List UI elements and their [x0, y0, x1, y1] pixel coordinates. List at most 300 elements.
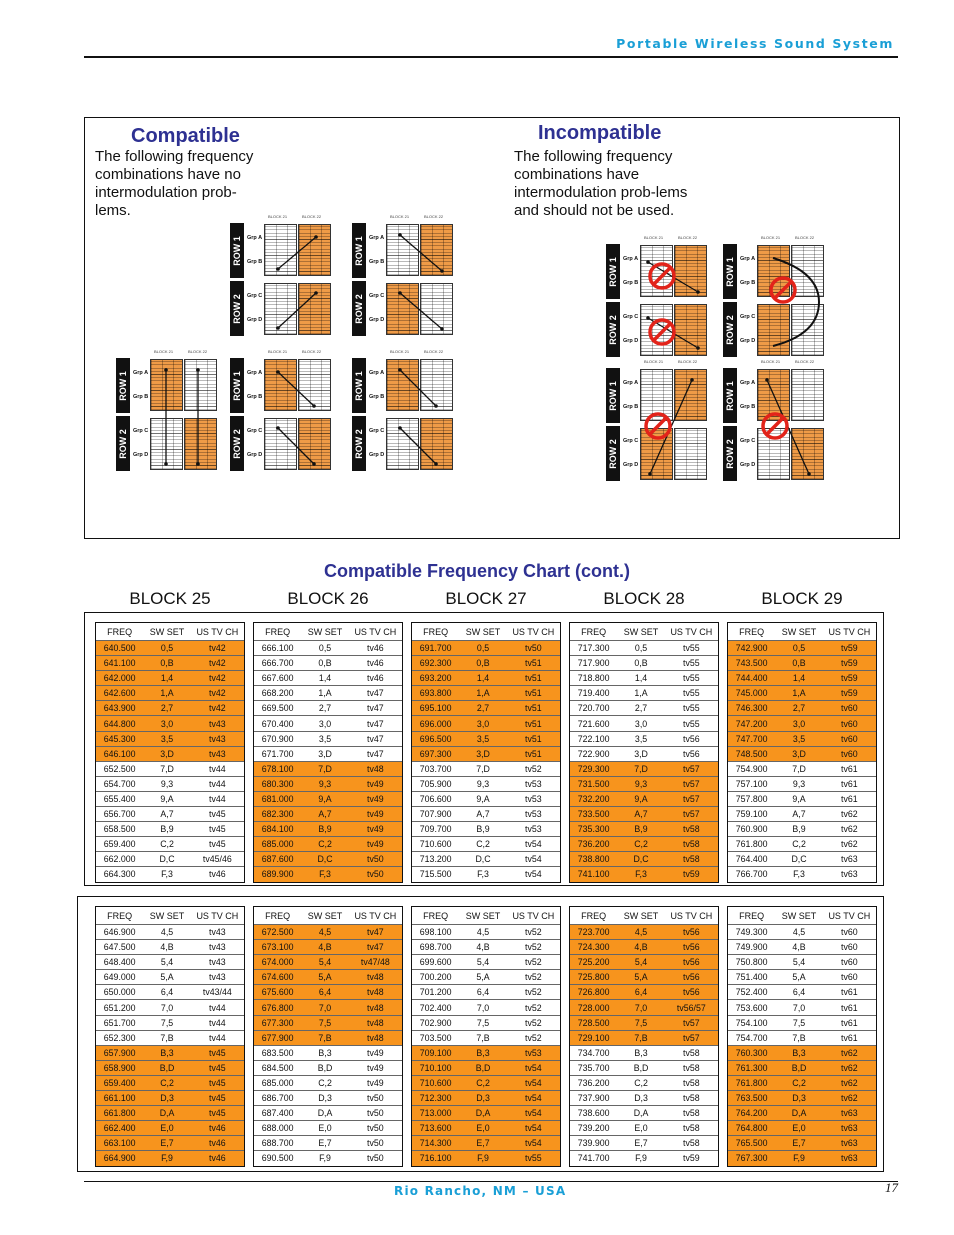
tv-channel-cell: tv59: [841, 658, 858, 669]
tv-channel-cell: tv60: [841, 942, 858, 953]
group-b-label: Grp B: [740, 280, 756, 286]
connection-lines: [606, 366, 708, 482]
table-row: [728, 836, 876, 851]
table-row: [728, 1120, 876, 1135]
tv-channel-cell: tv59: [841, 688, 858, 699]
group-d-label: Grp D: [623, 338, 639, 344]
switch-setting-cell: 2,7: [634, 703, 648, 714]
table-row: [96, 851, 244, 866]
switch-setting-cell: B,3: [634, 1047, 648, 1058]
tv-channel-cell: tv46: [209, 1138, 226, 1149]
tv-channel-cell: tv42: [209, 703, 226, 714]
frequency-table-bottom: [95, 906, 245, 1167]
row-1-label: ROW 1: [354, 235, 364, 266]
switch-setting-cell: 4,5: [476, 927, 490, 938]
switch-setting-cell: 9,A: [476, 793, 490, 804]
switch-setting-cell: 4,B: [792, 942, 806, 953]
tv-channel-cell: tv44: [209, 793, 226, 804]
switch-setting-cell: E,0: [318, 1123, 332, 1134]
frequency-cell: 737.900: [577, 1093, 610, 1104]
tv-channel-cell: tv53: [525, 824, 542, 835]
tv-channel-cell: tv57: [683, 763, 700, 774]
frequency-cell: 765.500: [735, 1138, 768, 1149]
tv-channel-cell: tv44: [209, 1017, 226, 1028]
switch-setting-cell: B,3: [160, 1047, 174, 1058]
tv-channel-cell: tv60: [841, 927, 858, 938]
table-header: [96, 623, 244, 640]
tv-channel-cell: tv49: [367, 809, 384, 820]
frequency-cell: 655.400: [103, 793, 136, 804]
frequency-cell: 754.100: [735, 1017, 768, 1028]
table-row: [570, 640, 718, 655]
frequency-cell: 741.700: [577, 1153, 610, 1164]
group-a-label: Grp A: [247, 370, 263, 376]
frequency-cell: 726.800: [577, 987, 610, 998]
switch-setting-cell: 1,4: [634, 673, 648, 684]
table-row: [412, 954, 560, 969]
switch-setting-cell: 2,7: [476, 703, 490, 714]
table-row: [412, 761, 560, 776]
table-row: [728, 655, 876, 670]
tv-channel-cell: tv49: [367, 1047, 384, 1058]
table-row: [412, 1090, 560, 1105]
switch-setting-cell: 2,7: [160, 703, 174, 714]
block-a-label: BLOCK 21: [154, 349, 174, 354]
switch-setting-cell: A,7: [792, 809, 806, 820]
switch-setting-cell: 7,5: [476, 1017, 490, 1028]
freq-column-header: FREQ: [265, 910, 291, 921]
switch-setting-cell: E,0: [792, 1123, 806, 1134]
switch-setting-cell: 9,A: [634, 793, 648, 804]
block-b-label: BLOCK 22: [795, 235, 815, 240]
tv-channel-cell: tv61: [841, 1002, 858, 1013]
table-row: [96, 1105, 244, 1120]
tv-channel-cell: tv52: [525, 1017, 542, 1028]
frequency-cell: 645.300: [103, 733, 136, 744]
frequency-cell: 674.600: [261, 972, 294, 983]
frequency-cell: 728.500: [577, 1017, 610, 1028]
switch-setting-cell: 0,5: [160, 643, 174, 654]
tv-channel-cell: tv48: [367, 1002, 384, 1013]
tv-channel-cell: tv45: [209, 1093, 226, 1104]
table-row: [412, 1015, 560, 1030]
table-row: [96, 761, 244, 776]
switch-setting-cell: 4,B: [160, 942, 174, 953]
tv-channel-cell: tv54: [525, 1093, 542, 1104]
table-row: [254, 821, 402, 836]
block-b-label: BLOCK 22: [302, 214, 322, 219]
table-row: [728, 999, 876, 1014]
tv-channel-cell: tv52: [525, 1032, 542, 1043]
frequency-cell: 641.100: [103, 658, 136, 669]
switch-setting-cell: B,9: [792, 824, 806, 835]
frequency-table-bottom: [727, 906, 877, 1167]
tv-channel-cell: tv46: [209, 869, 226, 880]
table-row: [412, 821, 560, 836]
freq-column-header: FREQ: [581, 626, 607, 637]
tv-channel-cell: tv63: [841, 869, 858, 880]
table-row: [728, 761, 876, 776]
switch-setting-cell: C,2: [160, 839, 174, 850]
table-row: [728, 1150, 876, 1165]
tv-channel-cell: tv62: [841, 1047, 858, 1058]
table-row: [412, 969, 560, 984]
frequency-table-bottom: [569, 906, 719, 1167]
switch-setting-cell: 4,5: [318, 927, 332, 938]
switch-setting-cell: F,3: [635, 869, 647, 880]
switch-setting-cell: 3,0: [476, 718, 490, 729]
table-row: [96, 746, 244, 761]
table-row: [728, 685, 876, 700]
table-row: [254, 954, 402, 969]
table-row: [728, 969, 876, 984]
block-name: BLOCK 25: [129, 589, 211, 608]
table-row: [412, 836, 560, 851]
switch-setting-cell: 1,4: [476, 673, 490, 684]
tv-channel-cell: tv43/44: [202, 987, 232, 998]
frequency-cell: 696.000: [419, 718, 452, 729]
group-d-label: Grp D: [740, 462, 756, 468]
frequency-cell: 747.200: [735, 718, 768, 729]
tv-channel-cell: tv47/48: [360, 957, 390, 968]
table-row: [728, 1135, 876, 1150]
sw-set-column-header: SW SET: [781, 910, 817, 921]
switch-setting-cell: 9,3: [318, 778, 332, 789]
switch-setting-cell: 3,0: [318, 718, 332, 729]
frequency-cell: 735.300: [577, 824, 610, 835]
frequency-table-top: [95, 622, 245, 883]
switch-setting-cell: F,3: [793, 869, 805, 880]
connection-lines: [230, 221, 332, 337]
tv-channel-cell: tv58: [683, 1047, 700, 1058]
frequency-cell: 712.300: [419, 1093, 452, 1104]
switch-setting-cell: 6,4: [792, 987, 806, 998]
table-row: [96, 954, 244, 969]
switch-setting-cell: A,7: [318, 809, 332, 820]
frequency-cell: 663.100: [103, 1138, 136, 1149]
frequency-cell: 646.100: [103, 748, 136, 759]
switch-setting-cell: 7,B: [476, 1032, 490, 1043]
table-row: [96, 640, 244, 655]
switch-setting-cell: 9,3: [634, 778, 648, 789]
switch-setting-cell: 3,0: [160, 718, 174, 729]
switch-setting-cell: 7,5: [634, 1017, 648, 1028]
incompatible-diagram-9: [723, 359, 825, 482]
switch-setting-cell: 3,0: [792, 718, 806, 729]
frequency-cell: 676.800: [261, 1002, 294, 1013]
table-row: [254, 1120, 402, 1135]
switch-setting-cell: D,C: [317, 854, 333, 865]
switch-setting-cell: 1,4: [318, 673, 332, 684]
tv-channel-cell: tv55: [525, 1153, 542, 1164]
table-row: [96, 1030, 244, 1045]
prohibited-icon: [763, 414, 787, 438]
table-row: [254, 1075, 402, 1090]
table-row: [728, 984, 876, 999]
switch-setting-cell: B,3: [476, 1047, 490, 1058]
connection-lines: [352, 221, 454, 337]
frequency-cell: 749.300: [735, 927, 768, 938]
switch-setting-cell: D,C: [475, 854, 491, 865]
switch-setting-cell: E,0: [476, 1123, 490, 1134]
switch-setting-cell: C,2: [634, 1077, 648, 1088]
table-row: [254, 806, 402, 821]
switch-setting-cell: D,3: [634, 1093, 648, 1104]
switch-setting-cell: 1,A: [318, 688, 332, 699]
switch-setting-cell: 7,D: [634, 763, 648, 774]
switch-setting-cell: C,2: [792, 839, 806, 850]
frequency-cell: 685.000: [261, 1077, 294, 1088]
freq-column-header: FREQ: [581, 910, 607, 921]
block-b-label: BLOCK 22: [678, 235, 698, 240]
switch-setting-cell: 7,D: [318, 763, 332, 774]
table-row: [728, 640, 876, 655]
table-header: [728, 623, 876, 640]
table-row: [254, 791, 402, 806]
frequency-cell: 709.100: [419, 1047, 452, 1058]
switch-setting-cell: D,A: [317, 1108, 333, 1119]
table-row: [412, 1045, 560, 1060]
switch-setting-cell: 0,5: [792, 643, 806, 654]
tv-channel-cell: tv45: [209, 809, 226, 820]
frequency-cell: 707.900: [419, 809, 452, 820]
tv-channel-cell: tv58: [683, 1108, 700, 1119]
tv-channel-cell: tv45: [209, 1077, 226, 1088]
frequency-cell: 696.500: [419, 733, 452, 744]
table-header: [728, 907, 876, 924]
tv-channel-cell: tv51: [525, 748, 542, 759]
tv-channel-cell: tv50: [367, 1153, 384, 1164]
table-row: [728, 806, 876, 821]
tv-channel-cell: tv43: [209, 972, 226, 983]
frequency-cell: 734.700: [577, 1047, 610, 1058]
switch-setting-cell: 5,A: [160, 972, 174, 983]
switch-setting-cell: 4,5: [792, 927, 806, 938]
switch-setting-cell: 7,B: [792, 1032, 806, 1043]
table-row: [254, 715, 402, 730]
tv-channel-cell: tv48: [367, 1032, 384, 1043]
frequency-cell: 644.800: [103, 718, 136, 729]
frequency-cell: 731.500: [577, 778, 610, 789]
row-1-label: ROW 1: [608, 380, 618, 411]
frequency-cell: 680.300: [261, 778, 294, 789]
table-row: [728, 924, 876, 939]
table-row: [728, 1015, 876, 1030]
tv-channel-cell: tv61: [841, 793, 858, 804]
tv-channel-cell: tv47: [367, 927, 384, 938]
switch-setting-cell: 7,5: [792, 1017, 806, 1028]
table-row: [254, 1015, 402, 1030]
table-row: [412, 984, 560, 999]
frequency-cell: 720.700: [577, 703, 610, 714]
table-header: [570, 907, 718, 924]
table-header: [254, 907, 402, 924]
table-row: [96, 700, 244, 715]
frequency-cell: 683.500: [261, 1047, 294, 1058]
switch-setting-cell: 7,B: [160, 1032, 174, 1043]
table-row: [96, 685, 244, 700]
switch-setting-cell: D,A: [791, 1108, 807, 1119]
tv-channel-cell: tv58: [683, 854, 700, 865]
table-row: [412, 806, 560, 821]
tv-channel-cell: tv55: [683, 688, 700, 699]
tv-channel-cell: tv48: [367, 987, 384, 998]
table-row: [570, 715, 718, 730]
switch-setting-cell: 0,B: [318, 658, 332, 669]
frequency-cell: 710.600: [419, 1077, 452, 1088]
table-row: [570, 954, 718, 969]
table-row: [412, 866, 560, 881]
tv-channel-cell: tv49: [367, 839, 384, 850]
table-row: [570, 851, 718, 866]
frequency-cell: 750.800: [735, 957, 768, 968]
frequency-cell: 716.100: [419, 1153, 452, 1164]
frequency-cell: 729.100: [577, 1032, 610, 1043]
switch-setting-cell: E,7: [318, 1138, 332, 1149]
table-row: [728, 1045, 876, 1060]
switch-setting-cell: E,7: [634, 1138, 648, 1149]
tv-channel-cell: tv45: [209, 1047, 226, 1058]
table-row: [728, 954, 876, 969]
frequency-cell: 657.900: [103, 1047, 136, 1058]
frequency-cell: 723.700: [577, 927, 610, 938]
header-divider: [84, 56, 898, 58]
table-row: [96, 924, 244, 939]
frequency-cell: 692.300: [419, 658, 452, 669]
sw-set-column-header: SW SET: [623, 910, 659, 921]
tv-channel-cell: tv58: [683, 824, 700, 835]
compatible-heading: Compatible: [131, 125, 240, 147]
frequency-cell: 739.900: [577, 1138, 610, 1149]
switch-setting-cell: 7,0: [318, 1002, 332, 1013]
footer-location: Rio Rancho, NM – USA: [394, 1184, 567, 1198]
table-row: [96, 836, 244, 851]
frequency-cell: 658.900: [103, 1062, 136, 1073]
frequency-cell: 684.500: [261, 1062, 294, 1073]
table-row: [96, 984, 244, 999]
table-row: [728, 939, 876, 954]
block-a-label: BLOCK 21: [761, 235, 781, 240]
frequency-cell: 713.200: [419, 854, 452, 865]
connection-lines: [116, 356, 218, 472]
tv-channel-cell: tv43: [209, 733, 226, 744]
tv-channel-cell: tv60: [841, 733, 858, 744]
table-row: [570, 655, 718, 670]
switch-setting-cell: 2,7: [792, 703, 806, 714]
tv-channel-cell: tv51: [525, 658, 542, 669]
tv-channel-cell: tv60: [841, 718, 858, 729]
table-row: [96, 1150, 244, 1165]
switch-setting-cell: 2,7: [318, 703, 332, 714]
table-row: [412, 670, 560, 685]
connection-lines: [230, 356, 332, 472]
tv-channel-cell: tv50: [367, 1138, 384, 1149]
frequency-cell: 738.600: [577, 1108, 610, 1119]
table-row: [254, 1150, 402, 1165]
frequency-cell: 767.300: [735, 1153, 768, 1164]
switch-setting-cell: 9,3: [476, 778, 490, 789]
switch-setting-cell: 1,A: [792, 688, 806, 699]
tv-channel-cell: tv44: [209, 778, 226, 789]
switch-setting-cell: 9,A: [160, 793, 174, 804]
frequency-cell: 651.700: [103, 1017, 136, 1028]
tv-channel-cell: tv60: [841, 748, 858, 759]
switch-setting-cell: F,9: [635, 1153, 647, 1164]
row-2-label: ROW 2: [118, 428, 128, 459]
frequency-cell: 757.100: [735, 778, 768, 789]
incompatible-heading: Incompatible: [538, 122, 662, 144]
row-1-label: ROW 1: [354, 370, 364, 401]
frequency-cell: 735.700: [577, 1062, 610, 1073]
frequency-cell: 722.900: [577, 748, 610, 759]
frequency-cell: 689.900: [261, 869, 294, 880]
table-row: [96, 715, 244, 730]
switch-setting-cell: F,9: [793, 1153, 805, 1164]
switch-setting-cell: 0,B: [160, 658, 174, 669]
frequency-cell: 719.400: [577, 688, 610, 699]
switch-setting-cell: D,C: [159, 854, 175, 865]
sw-set-column-header: SW SET: [149, 910, 185, 921]
switch-setting-cell: F,9: [477, 1153, 489, 1164]
frequency-cell: 742.900: [735, 643, 768, 654]
tv-channel-cell: tv57: [683, 778, 700, 789]
table-row: [728, 1075, 876, 1090]
switch-setting-cell: B,9: [634, 824, 648, 835]
frequency-cell: 677.900: [261, 1032, 294, 1043]
tv-channel-cell: tv51: [525, 718, 542, 729]
group-b-label: Grp B: [740, 404, 756, 410]
group-c-label: Grp C: [623, 438, 639, 444]
switch-setting-cell: 6,4: [634, 987, 648, 998]
frequency-cell: 748.500: [735, 748, 768, 759]
table-row: [570, 806, 718, 821]
frequency-cell: 729.300: [577, 763, 610, 774]
switch-setting-cell: D,C: [633, 854, 649, 865]
table-row: [570, 791, 718, 806]
frequency-cell: 675.600: [261, 987, 294, 998]
frequency-table-top: [253, 622, 403, 883]
freq-column-header: FREQ: [107, 626, 133, 637]
tv-channel-cell: tv61: [841, 987, 858, 998]
tv-channel-cell: tv50: [367, 854, 384, 865]
tv-channel-cell: tv61: [841, 1032, 858, 1043]
table-row: [728, 731, 876, 746]
tv-channel-cell: tv56: [683, 942, 700, 953]
switch-setting-cell: 7,5: [160, 1017, 174, 1028]
switch-setting-cell: 3,D: [476, 748, 490, 759]
tv-channel-cell: tv43: [209, 718, 226, 729]
frequency-chart-title: Compatible Frequency Chart (cont.): [323, 561, 631, 581]
block-name: BLOCK 26: [287, 589, 369, 608]
block-b-label: BLOCK 22: [302, 349, 322, 354]
group-d-label: Grp D: [133, 452, 149, 458]
tv-channel-cell: tv46: [367, 643, 384, 654]
frequency-cell: 710.100: [419, 1062, 452, 1073]
table-row: [570, 821, 718, 836]
switch-setting-cell: 7,5: [318, 1017, 332, 1028]
row-1-label: ROW 1: [725, 380, 735, 411]
us-tv-ch-column-header: US TV CH: [354, 910, 397, 921]
frequency-table-bottom: [411, 906, 561, 1167]
row-2-label: ROW 2: [232, 293, 242, 324]
freq-column-header: FREQ: [739, 910, 765, 921]
frequency-cell: 642.000: [103, 673, 136, 684]
table-row: [96, 969, 244, 984]
table-row: [570, 1135, 718, 1150]
tv-channel-cell: tv47: [367, 688, 384, 699]
table-row: [96, 1045, 244, 1060]
tv-channel-cell: tv53: [525, 793, 542, 804]
